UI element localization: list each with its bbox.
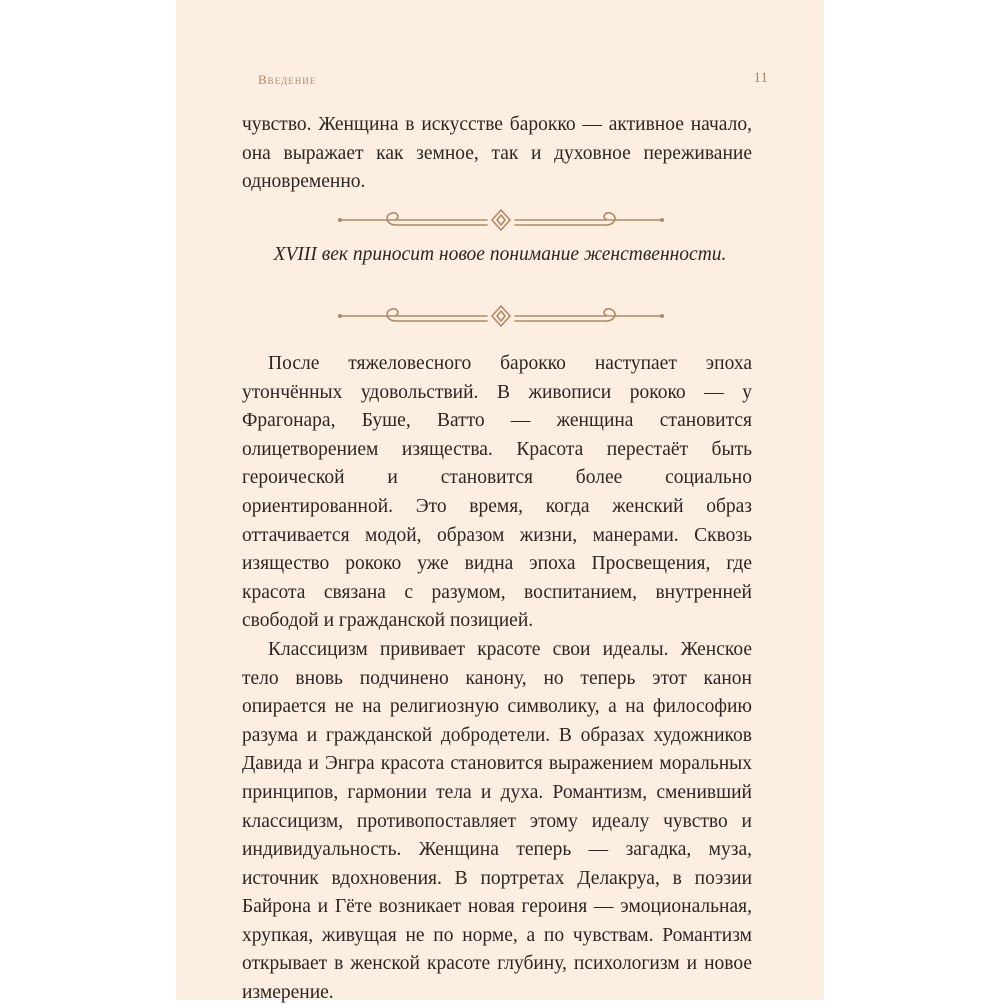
book-page: [176, 0, 824, 1004]
pull-quote: XVIII век приносит новое понимание женственности.: [273, 244, 727, 265]
page-number: 11: [753, 70, 768, 86]
intro-paragraph: чувство. Женщина в искусстве барокко — активное начало, она выражает как земное, так и духовное переживание одновременно.: [242, 114, 752, 193]
running-head: Введение: [258, 72, 317, 87]
paragraph-rococo: После тяжеловесного барокко наступает эпоха утончённых удовольствий. В живописи рококо — у Фрагонара, Буше, Ватто — женщина становится олицетворением изящества. Красота перестаёт быть героической и становится более социально ориентированной. Это время, когда женский образ оттачивается модой, образом жизни, манерами. Сквозь изящество рококо уже видна эпоха Просвещения, где красота связана с разумом, воспитанием, внутренней свободой и гражданской позицией.: [242, 353, 752, 632]
main-text: [242, 350, 752, 1008]
paragraph-classicism: Классицизм прививает красоте свои идеалы. Женское тело вновь подчинено канону, но теперь этот канон опирается не на религиозную символику, а на философию разума и гражданской добродетели. В образах художников Давида и Энгра красота становится выражением моральных принципов, гармонии тела и духа. Романтизм, сменивший классицизм, противопоставляет этому идеалу чувство и индивидуальность. Женщина теперь — загадка, муза, источник вдохновения. В портретах Делакруа, в поэзии Байрона и Гёте возникает новая героиня — эмоциональная, хрупкая, живущая не по норме, а по чувствам. Романтизм открывает в женской красоте глубину, психологизм и новое измерение.: [242, 638, 752, 1004]
ornament-divider-bottom-icon: [336, 303, 666, 329]
intro-text: [242, 111, 752, 197]
ornament-divider-top-icon: [336, 207, 666, 233]
